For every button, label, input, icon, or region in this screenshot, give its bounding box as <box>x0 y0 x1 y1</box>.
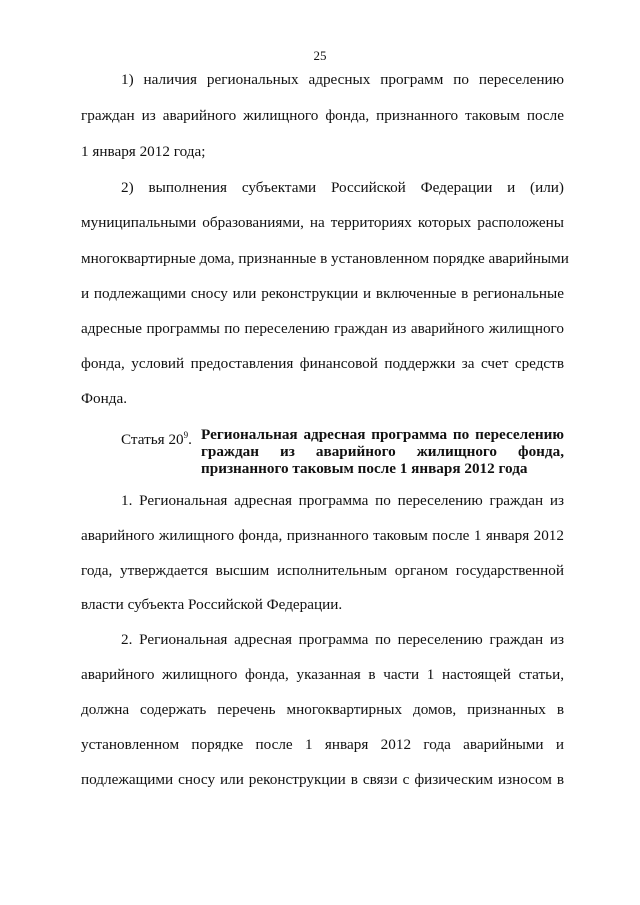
article-label: Статья $20^9$. <box>121 430 192 448</box>
article-label-text: Статья 20 <box>121 431 184 448</box>
paragraph-1-line-3: 1 января 2012 года; <box>81 143 206 160</box>
paragraph-2-line-4: и подлежащими сносу или реконструкции и включенные в региональные <box>81 285 564 302</box>
paragraph-4-line-1: 2. Региональная адресная программа по переселению граждан из <box>121 631 564 648</box>
paragraph-4-line-2: аварийного жилищного фонда, указанная в части 1 настоящей статьи, <box>81 666 564 683</box>
paragraph-3-line-3: года, утверждается высшим исполнительным органом государственной <box>81 562 564 579</box>
paragraph-2-line-2: муниципальными образованиями, на территориях которых расположены <box>81 214 564 231</box>
article-title-line-1: Региональная адресная программа по переселению <box>201 426 564 443</box>
paragraph-2-line-7: Фонда. <box>81 390 127 407</box>
paragraph-4-line-4: установленном порядке после 1 января 2012 года аварийными и <box>81 736 564 753</box>
paragraph-3-line-1: 1. Региональная адресная программа по переселению граждан из <box>121 492 564 509</box>
paragraph-2-line-1: 2) выполнения субъектами Российской Федерации и (или) <box>121 179 564 196</box>
article-title-line-3: признанного таковым после 1 января 2012 года <box>201 460 528 477</box>
paragraph-4-line-5: подлежащими сносу или реконструкции в связи с физическим износом в <box>81 771 564 788</box>
paragraph-2-line-5: адресные программы по переселению граждан из аварийного жилищного <box>81 320 564 337</box>
paragraph-2-line-6: фонда, условий предоставления финансовой поддержки за счет средств <box>81 355 564 372</box>
article-label-superscript: 9 <box>183 430 189 440</box>
article-title-line-2: граждан из аварийного жилищного фонда, <box>201 443 564 460</box>
paragraph-3-line-2: аварийного жилищного фонда, признанного таковым после 1 января 2012 <box>81 527 564 544</box>
paragraph-1-line-1: 1) наличия региональных адресных программ по переселению <box>121 71 564 88</box>
page-number: 25 <box>313 48 327 63</box>
paragraph-3-line-4: власти субъекта Российской Федерации. <box>81 596 343 613</box>
paragraph-4-line-3: должна содержать перечень многоквартирных домов, признанных в <box>81 701 564 718</box>
paragraph-2-line-3: многоквартирные дома, признанные в установленном порядке аварийными <box>81 250 569 267</box>
paragraph-1-line-2: граждан из аварийного жилищного фонда, признанного таковым после <box>81 107 564 124</box>
